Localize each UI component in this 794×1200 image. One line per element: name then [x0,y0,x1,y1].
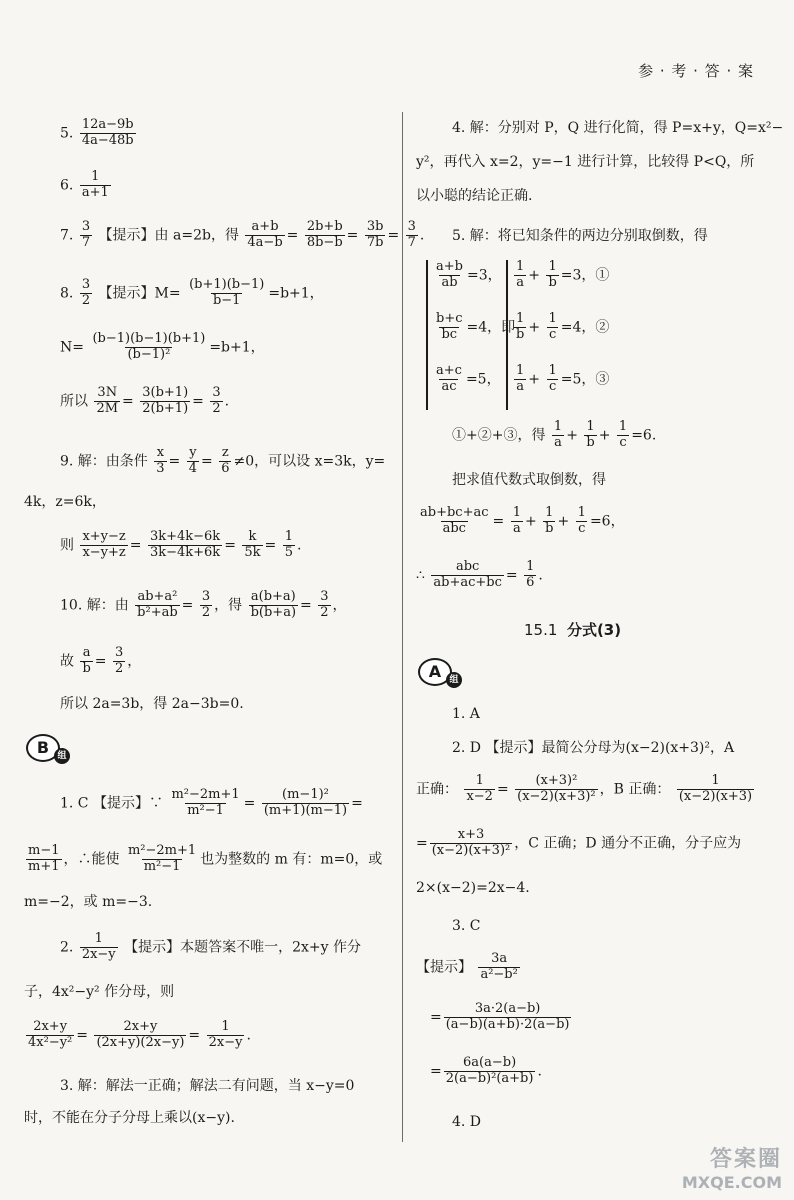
answer-9: 9. 解：由条件 $\frac{x}{3}$ = $\frac{y}{4}$ = $\frac{z}{6}$ ≠0，可以设 x=3k，y= [60,445,386,476]
answer-4: 4. 解：分别对 P，Q 进行化简，得 P=x+y，Q=x²− [452,120,784,136]
a-answer-3-hint: 【提示】 $\frac{3a}{\text{a²−b²}}$ [416,951,518,982]
a-answer-2: 2. D 【提示】最简公分母为(x−2)(x+3)²，A [452,740,735,756]
equation-3-reciprocal: $\frac{1}{a}$ + $\frac{1}{c}$ =5，③ [516,363,610,394]
answer-7: 7. $\frac{3}{7}$ 【提示】由 a=2b，得 $\frac{a+b}{4a-b}$ = $\frac{2b+b}{8b-b}$ = $\frac{3b}{7b}$ = $\frac{3}{7}$ . [60,219,425,250]
a-answer-1: 1. A [452,706,480,722]
answer-9-then: 则 $\frac{x+y-z}{x-y+z}$ = $\frac{3k+4k-6k}{3k-4k+6k}$ = $\frac{k}{5k}$ = $\frac{1}{5}$ . [60,529,302,560]
therefore-equation: ∴ $\frac{\text{abc}}{ab+ac+bc}$ = $\frac{1}{6}$ . [416,559,543,590]
b-answer-3-line2: 时，不能在分子分母上乘以(x−y). [24,1110,235,1126]
equation-2: $\frac{b+c}{bc}$ =4，即 [436,311,516,342]
watermark-logo: 答案圈 MXQE.COM [681,1147,782,1192]
a-answer-3-step2: = $\frac{6a(a-b)}{\text{2(a−b)²(a+b)}}$ . [430,1055,542,1086]
answer-8: 8. $\frac{3}{2}$ 【提示】M= $\frac{(b+1)(b-1)}{b-1}$ =b+1， [60,277,324,308]
answer-8-so: 所以 $\frac{3N}{2M}$ = $\frac{3(b+1)}{2(b+1)}$ = $\frac{3}{2}$ . [60,385,230,416]
answer-4-line2: y²，再代入 x=2，y=−1 进行计算，比较得 P<Q，所 [416,154,755,170]
answer-4-line3: 以小聪的结论正确. [416,188,533,204]
reciprocal-equation: $\frac{ab+bc+ac}{\text{abc}}$ = $\frac{1}{a}$ + $\frac{1}{b}$ + $\frac{1}{c}$ =6， [420,505,625,536]
equation-sum: ①+②+③，得 $\frac{1}{a}$ + $\frac{1}{b}$ + $\frac{1}{c}$ =6. [452,419,657,450]
equation-1-reciprocal: $\frac{1}{a}$ + $\frac{1}{b}$ =3，① [516,259,610,290]
answer-6: 6. $\frac{1}{a+1}$ [60,169,109,200]
a-answer-2-line3: = $\frac{x+3}{\text{(x−2)(x+3)²}}$ ，C 正确；D 通分不正确，分子应为 [416,827,742,858]
b-answer-1: 1. C 【提示】∵ $\frac{\text{m²−2m+1}}{\text{m²−1}}$ = $\frac{\text{(m−1)²}}{(m+1)(m-1)}$ = [60,787,363,818]
answer-5-intro: 5. 解：将已知条件的两边分别取倒数，得 [452,228,708,244]
group-a-badge: A 组 [418,658,452,686]
b-answer-2: 2. $\frac{1}{2x-y}$ 【提示】本题答案不唯一，2x+y 作分 [60,931,362,962]
b-answer-2-line3: $\frac{2x+y}{\text{4x²−y²}}$ = $\frac{2x+y}{(2x+y)(2x-y)}$ = $\frac{1}{2x-y}$ . [28,1019,251,1050]
section-title: 15.1 分式(3) [524,621,622,639]
reciprocal-text: 把求值代数式取倒数，得 [452,472,606,488]
column-divider [402,112,403,1142]
group-b-badge: B 组 [26,734,60,762]
b-answer-1-line3: m=−2，或 m=−3. [24,894,153,910]
a-answer-4: 4. D [452,1114,482,1130]
b-answer-3: 3. 解：解法一正确；解法二有问题，当 x−y=0 [60,1078,355,1094]
b-answer-1-line2: $\frac{m-1}{m+1}$ ，∴能使 $\frac{\text{m²−2m+1}}{\text{m²−1}}$ 也为整数的 m 有：m=0，或 [28,843,383,874]
equation-2-reciprocal: $\frac{1}{b}$ + $\frac{1}{c}$ =4，② [516,311,610,342]
a-answer-3: 3. C [452,918,481,934]
answer-10-line2: 故 $\frac{a}{b}$ = $\frac{3}{2}$ ， [60,645,142,676]
answer-10-line3: 所以 2a=3b，得 2a−3b=0. [60,696,244,712]
a-answer-2-line4: 2×(x−2)=2x−4. [416,880,530,896]
a-answer-3-step1: = $\frac{3a\cdot 2(a-b)}{(a-b)(a+b)\cdot 2(a-b)}$ [430,1001,570,1032]
fraction: $\frac{1}{a+1}$ [81,169,109,200]
answer-8-n: N= $\frac{(b-1)(b-1)(b+1)}{\text{(b−1)²}}$ =b+1， [60,331,265,362]
equation-1: $\frac{a+b}{ab}$ =3， [436,259,502,290]
answer-10: 10. 解：由 $\frac{\text{ab+a²}}{\text{b²+ab}}$ = $\frac{3}{2}$ ，得 $\frac{a(b+a)}{b(b+a)}$ = $\frac{3}{2}$ ， [60,589,347,620]
a-answer-2-line2: 正确： $\frac{1}{x-2}$ = $\frac{\text{(x+3)²}}{\text{(x−2)(x+3)²}}$ ，B 正确： $\frac{1}{(x-2)(x+3)}$ [416,773,753,804]
answer-9-line2: 4k，z=6k， [24,494,106,510]
equation-3: $\frac{a+c}{ac}$ =5， [436,363,501,394]
b-answer-2-line2: 子，4x²−y² 作分母，则 [24,984,175,1000]
answer-5: 5. $\frac{12a-9b}{4a-48b}$ [60,117,134,148]
page-header: 参 · 考 · 答 · 案 [638,62,754,80]
fraction: $\frac{12a-9b}{4a-48b}$ [81,117,134,148]
